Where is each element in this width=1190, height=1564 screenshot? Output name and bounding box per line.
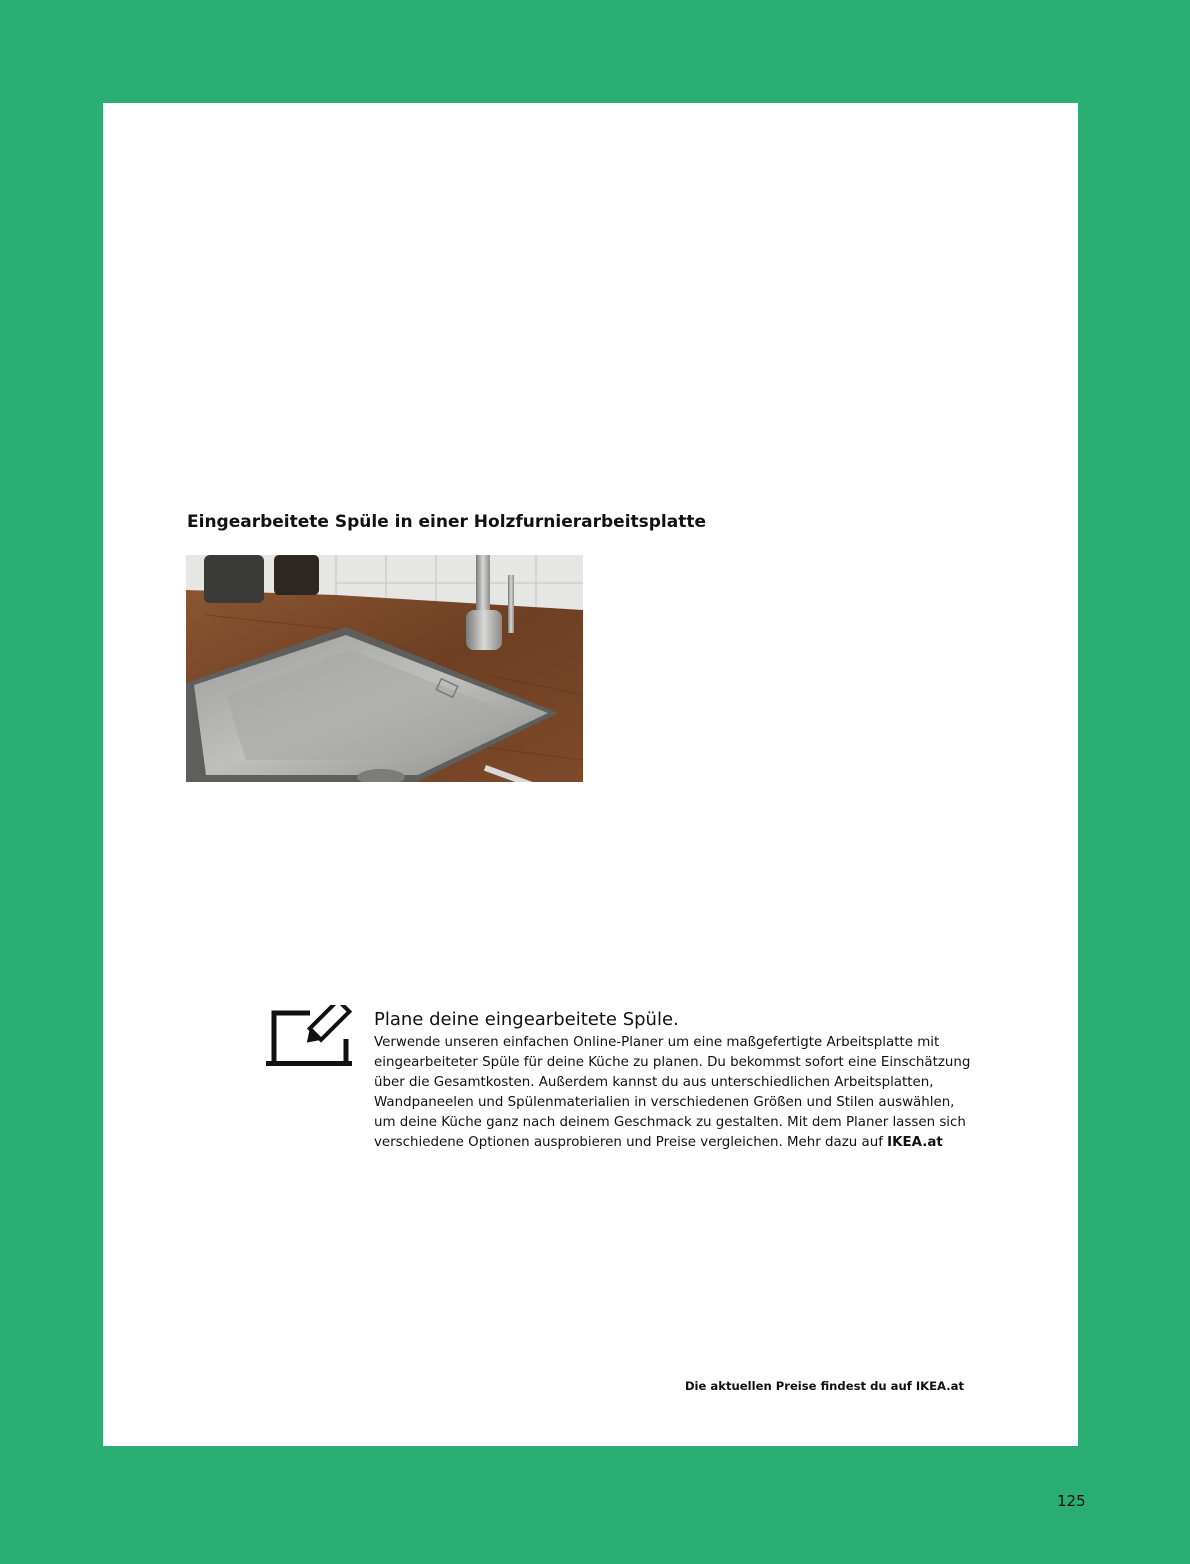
planner-heading: Plane deine eingearbeitete Spüle. (374, 1009, 679, 1030)
ikea-link[interactable]: IKEA.at (887, 1135, 943, 1150)
section-title: Eingearbeitete Spüle in einer Holzfurnierarbeitsplatte (187, 512, 707, 532)
sink-photo (186, 555, 583, 782)
price-footer-note: Die aktuellen Preise findest du auf IKEA.at (684, 1379, 964, 1393)
planner-body-text: Verwende unseren einfachen Online-Planer um eine maßgefertigte Arbeitsplatte mit eingearbeiteter Spüle für deine Küche zu planen. Du bekommst sofort eine Einschätzung über die Gesamtkosten. Außerdem kannst du aus unterschiedlichen Arbeitsplatten, Wandpaneelen und Spülenmaterialien in verschiedenen Größen und Stilen auswählen, um deine Küche ganz nach deinem Geschmack zu gestalten. Mit dem Planer lassen sich verschiedene Optionen ausprobieren und Preise vergleichen. Mehr dazu auf (374, 1035, 971, 1150)
laptop-pencil-icon (264, 1005, 354, 1069)
planner-description (374, 1033, 974, 1153)
page-number: 125 (1057, 1492, 1086, 1510)
